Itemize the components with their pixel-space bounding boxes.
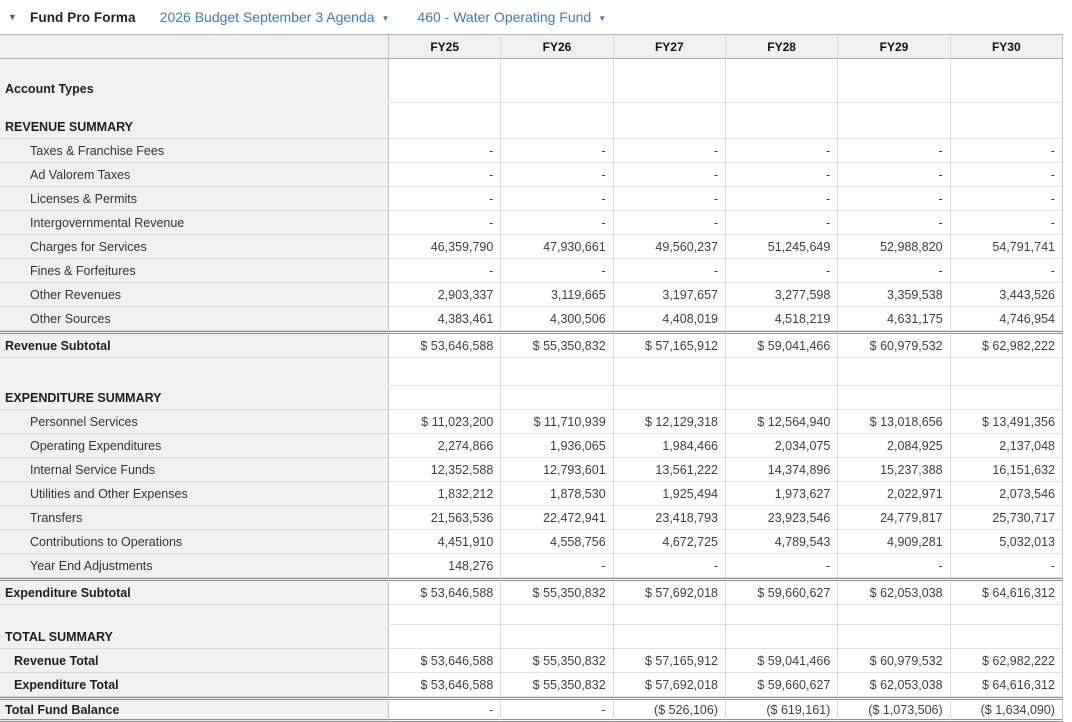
cell-fy30-revenue-summary xyxy=(950,103,1063,139)
row-label-taxes-franchise-fees: Taxes & Franchise Fees xyxy=(0,139,388,163)
table-row-intergovernmental-revenue xyxy=(0,211,1063,235)
cell-fy27-spacer xyxy=(613,605,725,625)
cell-fy30-expenditure-subtotal: $ 64,616,312 xyxy=(950,578,1063,605)
cell-fy27-utilities-and-other-expenses: 1,925,494 xyxy=(613,482,725,506)
cell-fy26-expenditure-summary xyxy=(500,386,612,410)
row-label-utilities-and-other-expenses: Utilities and Other Expenses xyxy=(0,482,388,506)
cell-fy26-total-summary xyxy=(500,625,612,649)
row-label-charges-for-services: Charges for Services xyxy=(0,235,388,259)
cell-fy27-taxes-franchise-fees: - xyxy=(613,139,725,163)
cell-fy30-charges-for-services: 54,791,741 xyxy=(950,235,1063,259)
cell-fy26-other-revenues: 3,119,665 xyxy=(500,283,612,307)
cell-fy28-revenue-total: $ 59,041,466 xyxy=(725,649,837,673)
cell-fy27-operating-expenditures: 1,984,466 xyxy=(613,434,725,458)
cell-fy26-total-fund-balance: - xyxy=(500,697,612,722)
row-label-spacer xyxy=(0,605,388,625)
budget-dropdown[interactable] xyxy=(160,9,390,25)
chevron-down-icon: ▼ xyxy=(598,13,607,23)
cell-fy25-operating-expenditures: 2,274,866 xyxy=(388,434,500,458)
cell-fy27-other-revenues: 3,197,657 xyxy=(613,283,725,307)
cell-fy26-internal-service-funds: 12,793,601 xyxy=(500,458,612,482)
column-header-fy25: FY25 xyxy=(388,35,500,59)
cell-fy28-spacer xyxy=(725,358,837,386)
cell-fy25-expenditure-total: $ 53,646,588 xyxy=(388,673,500,697)
cell-fy30-expenditure-total: $ 64,616,312 xyxy=(950,673,1063,697)
table-row-revenue-subtotal xyxy=(0,331,1063,358)
row-label-expenditure-subtotal: Expenditure Subtotal xyxy=(0,578,388,605)
cell-fy29-intergovernmental-revenue: - xyxy=(837,211,949,235)
cell-fy29-revenue-total: $ 60,979,532 xyxy=(837,649,949,673)
table-row-taxes-franchise-fees xyxy=(0,139,1063,163)
column-header-row xyxy=(0,35,1063,59)
cell-fy28-operating-expenditures: 2,034,075 xyxy=(725,434,837,458)
fund-dropdown[interactable] xyxy=(417,9,606,25)
cell-fy26-intergovernmental-revenue: - xyxy=(500,211,612,235)
cell-fy29-total-summary xyxy=(837,625,949,649)
cell-fy28-taxes-franchise-fees: - xyxy=(725,139,837,163)
cell-fy27-licenses-permits: - xyxy=(613,187,725,211)
cell-fy27-year-end-adjustments: - xyxy=(613,554,725,578)
row-label-other-revenues: Other Revenues xyxy=(0,283,388,307)
cell-fy26-spacer xyxy=(500,605,612,625)
row-label-total-summary: TOTAL SUMMARY xyxy=(0,625,388,649)
cell-fy25-internal-service-funds: 12,352,588 xyxy=(388,458,500,482)
table-row-other-revenues xyxy=(0,283,1063,307)
cell-fy30-operating-expenditures: 2,137,048 xyxy=(950,434,1063,458)
row-label-expenditure-summary: EXPENDITURE SUMMARY xyxy=(0,386,388,410)
table-row-account-types xyxy=(0,59,1063,103)
row-label-intergovernmental-revenue: Intergovernmental Revenue xyxy=(0,211,388,235)
cell-fy28-utilities-and-other-expenses: 1,973,627 xyxy=(725,482,837,506)
cell-fy30-other-sources: 4,746,954 xyxy=(950,307,1063,331)
cell-fy30-revenue-subtotal: $ 62,982,222 xyxy=(950,331,1063,358)
cell-fy30-licenses-permits: - xyxy=(950,187,1063,211)
cell-fy29-expenditure-total: $ 62,053,038 xyxy=(837,673,949,697)
row-label-revenue-total: Revenue Total xyxy=(0,649,388,673)
cell-fy30-ad-valorem-taxes: - xyxy=(950,163,1063,187)
cell-fy29-spacer xyxy=(837,605,949,625)
cell-fy25-fines-forfeitures: - xyxy=(388,259,500,283)
cell-fy30-contributions-to-operations: 5,032,013 xyxy=(950,530,1063,554)
row-label-revenue-subtotal: Revenue Subtotal xyxy=(0,331,388,358)
cell-fy28-fines-forfeitures: - xyxy=(725,259,837,283)
table-row-year-end-adjustments xyxy=(0,554,1063,578)
cell-fy28-intergovernmental-revenue: - xyxy=(725,211,837,235)
cell-fy28-contributions-to-operations: 4,789,543 xyxy=(725,530,837,554)
cell-fy29-internal-service-funds: 15,237,388 xyxy=(837,458,949,482)
table-row-charges-for-services xyxy=(0,235,1063,259)
cell-fy25-total-summary xyxy=(388,625,500,649)
cell-fy28-transfers: 23,923,546 xyxy=(725,506,837,530)
cell-fy26-revenue-total: $ 55,350,832 xyxy=(500,649,612,673)
cell-fy29-total-fund-balance: ($ 1,073,506) xyxy=(837,697,949,722)
cell-fy26-expenditure-subtotal: $ 55,350,832 xyxy=(500,578,612,605)
row-label-account-types: Account Types xyxy=(0,59,388,103)
table-row-expenditure-subtotal xyxy=(0,578,1063,605)
cell-fy27-charges-for-services: 49,560,237 xyxy=(613,235,725,259)
cell-fy25-contributions-to-operations: 4,451,910 xyxy=(388,530,500,554)
cell-fy26-spacer xyxy=(500,358,612,386)
cell-fy28-year-end-adjustments: - xyxy=(725,554,837,578)
cell-fy26-account-types xyxy=(500,59,612,103)
cell-fy28-charges-for-services: 51,245,649 xyxy=(725,235,837,259)
cell-fy25-revenue-total: $ 53,646,588 xyxy=(388,649,500,673)
cell-fy28-total-fund-balance: ($ 619,161) xyxy=(725,697,837,722)
cell-fy28-account-types xyxy=(725,59,837,103)
cell-fy29-transfers: 24,779,817 xyxy=(837,506,949,530)
cell-fy25-other-sources: 4,383,461 xyxy=(388,307,500,331)
cell-fy29-contributions-to-operations: 4,909,281 xyxy=(837,530,949,554)
cell-fy29-year-end-adjustments: - xyxy=(837,554,949,578)
cell-fy27-account-types xyxy=(613,59,725,103)
cell-fy29-licenses-permits: - xyxy=(837,187,949,211)
cell-fy25-revenue-subtotal: $ 53,646,588 xyxy=(388,331,500,358)
cell-fy30-personnel-services: $ 13,491,356 xyxy=(950,410,1063,434)
cell-fy30-account-types xyxy=(950,59,1063,103)
row-label-contributions-to-operations: Contributions to Operations xyxy=(0,530,388,554)
cell-fy25-utilities-and-other-expenses: 1,832,212 xyxy=(388,482,500,506)
cell-fy27-personnel-services: $ 12,129,318 xyxy=(613,410,725,434)
row-label-ad-valorem-taxes: Ad Valorem Taxes xyxy=(0,163,388,187)
table-row-licenses-permits xyxy=(0,187,1063,211)
cell-fy26-expenditure-total: $ 55,350,832 xyxy=(500,673,612,697)
column-header-fy27: FY27 xyxy=(613,35,725,59)
cell-fy26-transfers: 22,472,941 xyxy=(500,506,612,530)
cell-fy26-year-end-adjustments: - xyxy=(500,554,612,578)
cell-fy26-taxes-franchise-fees: - xyxy=(500,139,612,163)
cell-fy27-expenditure-subtotal: $ 57,692,018 xyxy=(613,578,725,605)
cell-fy30-total-fund-balance: ($ 1,634,090) xyxy=(950,697,1063,722)
column-header-fy26: FY26 xyxy=(500,35,612,59)
cell-fy30-other-revenues: 3,443,526 xyxy=(950,283,1063,307)
cell-fy29-fines-forfeitures: - xyxy=(837,259,949,283)
title-bar xyxy=(0,0,1072,34)
cell-fy29-spacer xyxy=(837,358,949,386)
cell-fy28-expenditure-summary xyxy=(725,386,837,410)
table-row-transfers xyxy=(0,506,1063,530)
cell-fy25-ad-valorem-taxes: - xyxy=(388,163,500,187)
chevron-down-icon: ▼ xyxy=(381,13,390,23)
cell-fy27-other-sources: 4,408,019 xyxy=(613,307,725,331)
cell-fy28-total-summary xyxy=(725,625,837,649)
column-header-fy29: FY29 xyxy=(837,35,949,59)
row-label-operating-expenditures: Operating Expenditures xyxy=(0,434,388,458)
row-label-fines-forfeitures: Fines & Forfeitures xyxy=(0,259,388,283)
cell-fy25-other-revenues: 2,903,337 xyxy=(388,283,500,307)
cell-fy26-charges-for-services: 47,930,661 xyxy=(500,235,612,259)
table-row-ad-valorem-taxes xyxy=(0,163,1063,187)
cell-fy27-intergovernmental-revenue: - xyxy=(613,211,725,235)
cell-fy28-spacer xyxy=(725,605,837,625)
cell-fy30-taxes-franchise-fees: - xyxy=(950,139,1063,163)
cell-fy29-ad-valorem-taxes: - xyxy=(837,163,949,187)
cell-fy30-expenditure-summary xyxy=(950,386,1063,410)
cell-fy26-ad-valorem-taxes: - xyxy=(500,163,612,187)
cell-fy28-expenditure-subtotal: $ 59,660,627 xyxy=(725,578,837,605)
cell-fy29-expenditure-subtotal: $ 62,053,038 xyxy=(837,578,949,605)
pro-forma-table xyxy=(0,34,1063,722)
cell-fy29-expenditure-summary xyxy=(837,386,949,410)
row-label-licenses-permits: Licenses & Permits xyxy=(0,187,388,211)
table-row-spacer xyxy=(0,358,1063,386)
cell-fy28-expenditure-total: $ 59,660,627 xyxy=(725,673,837,697)
table-row-expenditure-summary xyxy=(0,386,1063,410)
cell-fy29-other-revenues: 3,359,538 xyxy=(837,283,949,307)
table-row-fines-forfeitures xyxy=(0,259,1063,283)
column-header-fy28: FY28 xyxy=(725,35,837,59)
cell-fy26-utilities-and-other-expenses: 1,878,530 xyxy=(500,482,612,506)
cell-fy29-operating-expenditures: 2,084,925 xyxy=(837,434,949,458)
cell-fy26-personnel-services: $ 11,710,939 xyxy=(500,410,612,434)
cell-fy26-fines-forfeitures: - xyxy=(500,259,612,283)
cell-fy29-revenue-subtotal: $ 60,979,532 xyxy=(837,331,949,358)
table-row-utilities-and-other-expenses xyxy=(0,482,1063,506)
cell-fy27-spacer xyxy=(613,358,725,386)
cell-fy26-revenue-summary xyxy=(500,103,612,139)
cell-fy25-expenditure-subtotal: $ 53,646,588 xyxy=(388,578,500,605)
page-title: Fund Pro Forma xyxy=(30,9,136,25)
cell-fy28-other-revenues: 3,277,598 xyxy=(725,283,837,307)
table-row-total-fund-balance xyxy=(0,697,1063,722)
row-label-revenue-summary: REVENUE SUMMARY xyxy=(0,103,388,139)
row-label-spacer xyxy=(0,358,388,386)
cell-fy28-revenue-summary xyxy=(725,103,837,139)
row-label-expenditure-total: Expenditure Total xyxy=(0,673,388,697)
cell-fy25-total-fund-balance: - xyxy=(388,697,500,722)
cell-fy29-account-types xyxy=(837,59,949,103)
cell-fy27-revenue-subtotal: $ 57,165,912 xyxy=(613,331,725,358)
cell-fy27-internal-service-funds: 13,561,222 xyxy=(613,458,725,482)
cell-fy25-spacer xyxy=(388,605,500,625)
table-row-revenue-summary xyxy=(0,103,1063,139)
cell-fy27-total-fund-balance: ($ 526,106) xyxy=(613,697,725,722)
cell-fy28-personnel-services: $ 12,564,940 xyxy=(725,410,837,434)
cell-fy30-spacer xyxy=(950,358,1063,386)
cell-fy28-ad-valorem-taxes: - xyxy=(725,163,837,187)
cell-fy27-total-summary xyxy=(613,625,725,649)
cell-fy30-year-end-adjustments: - xyxy=(950,554,1063,578)
row-label-transfers: Transfers xyxy=(0,506,388,530)
cell-fy30-total-summary xyxy=(950,625,1063,649)
collapse-caret-icon[interactable]: ▼ xyxy=(8,12,17,22)
cell-fy29-taxes-franchise-fees: - xyxy=(837,139,949,163)
cell-fy28-revenue-subtotal: $ 59,041,466 xyxy=(725,331,837,358)
cell-fy25-charges-for-services: 46,359,790 xyxy=(388,235,500,259)
cell-fy29-other-sources: 4,631,175 xyxy=(837,307,949,331)
cell-fy29-personnel-services: $ 13,018,656 xyxy=(837,410,949,434)
cell-fy25-personnel-services: $ 11,023,200 xyxy=(388,410,500,434)
cell-fy30-revenue-total: $ 62,982,222 xyxy=(950,649,1063,673)
fund-dropdown-label: 460 - Water Operating Fund xyxy=(417,9,592,25)
cell-fy26-other-sources: 4,300,506 xyxy=(500,307,612,331)
cell-fy29-charges-for-services: 52,988,820 xyxy=(837,235,949,259)
cell-fy25-revenue-summary xyxy=(388,103,500,139)
cell-fy27-ad-valorem-taxes: - xyxy=(613,163,725,187)
cell-fy26-contributions-to-operations: 4,558,756 xyxy=(500,530,612,554)
cell-fy27-fines-forfeitures: - xyxy=(613,259,725,283)
cell-fy28-licenses-permits: - xyxy=(725,187,837,211)
cell-fy28-other-sources: 4,518,219 xyxy=(725,307,837,331)
cell-fy25-transfers: 21,563,536 xyxy=(388,506,500,530)
row-label-personnel-services: Personnel Services xyxy=(0,410,388,434)
cell-fy29-utilities-and-other-expenses: 2,022,971 xyxy=(837,482,949,506)
cell-fy25-licenses-permits: - xyxy=(388,187,500,211)
cell-fy30-utilities-and-other-expenses: 2,073,546 xyxy=(950,482,1063,506)
budget-dropdown-label: 2026 Budget September 3 Agenda xyxy=(159,9,375,25)
table-row-expenditure-total xyxy=(0,673,1063,697)
row-label-other-sources: Other Sources xyxy=(0,307,388,331)
column-header-blank xyxy=(0,35,388,59)
cell-fy27-transfers: 23,418,793 xyxy=(613,506,725,530)
cell-fy27-revenue-total: $ 57,165,912 xyxy=(613,649,725,673)
cell-fy30-internal-service-funds: 16,151,632 xyxy=(950,458,1063,482)
cell-fy30-fines-forfeitures: - xyxy=(950,259,1063,283)
cell-fy25-year-end-adjustments: 148,276 xyxy=(388,554,500,578)
cell-fy27-expenditure-summary xyxy=(613,386,725,410)
row-label-total-fund-balance: Total Fund Balance xyxy=(0,697,388,722)
table-row-revenue-total xyxy=(0,649,1063,673)
cell-fy25-account-types xyxy=(388,59,500,103)
cell-fy27-expenditure-total: $ 57,692,018 xyxy=(613,673,725,697)
cell-fy30-intergovernmental-revenue: - xyxy=(950,211,1063,235)
table-row-total-summary xyxy=(0,625,1063,649)
table-row-contributions-to-operations xyxy=(0,530,1063,554)
column-header-fy30: FY30 xyxy=(950,35,1063,59)
cell-fy30-transfers: 25,730,717 xyxy=(950,506,1063,530)
table-row-personnel-services xyxy=(0,410,1063,434)
cell-fy27-revenue-summary xyxy=(613,103,725,139)
row-label-internal-service-funds: Internal Service Funds xyxy=(0,458,388,482)
row-label-year-end-adjustments: Year End Adjustments xyxy=(0,554,388,578)
table-row-internal-service-funds xyxy=(0,458,1063,482)
cell-fy27-contributions-to-operations: 4,672,725 xyxy=(613,530,725,554)
cell-fy25-intergovernmental-revenue: - xyxy=(388,211,500,235)
table-row-operating-expenditures xyxy=(0,434,1063,458)
cell-fy28-internal-service-funds: 14,374,896 xyxy=(725,458,837,482)
cell-fy25-taxes-franchise-fees: - xyxy=(388,139,500,163)
cell-fy26-licenses-permits: - xyxy=(500,187,612,211)
table-row-spacer xyxy=(0,605,1063,625)
cell-fy26-operating-expenditures: 1,936,065 xyxy=(500,434,612,458)
cell-fy30-spacer xyxy=(950,605,1063,625)
cell-fy26-revenue-subtotal: $ 55,350,832 xyxy=(500,331,612,358)
cell-fy25-expenditure-summary xyxy=(388,386,500,410)
cell-fy29-revenue-summary xyxy=(837,103,949,139)
table-row-other-sources xyxy=(0,307,1063,331)
cell-fy25-spacer xyxy=(388,358,500,386)
